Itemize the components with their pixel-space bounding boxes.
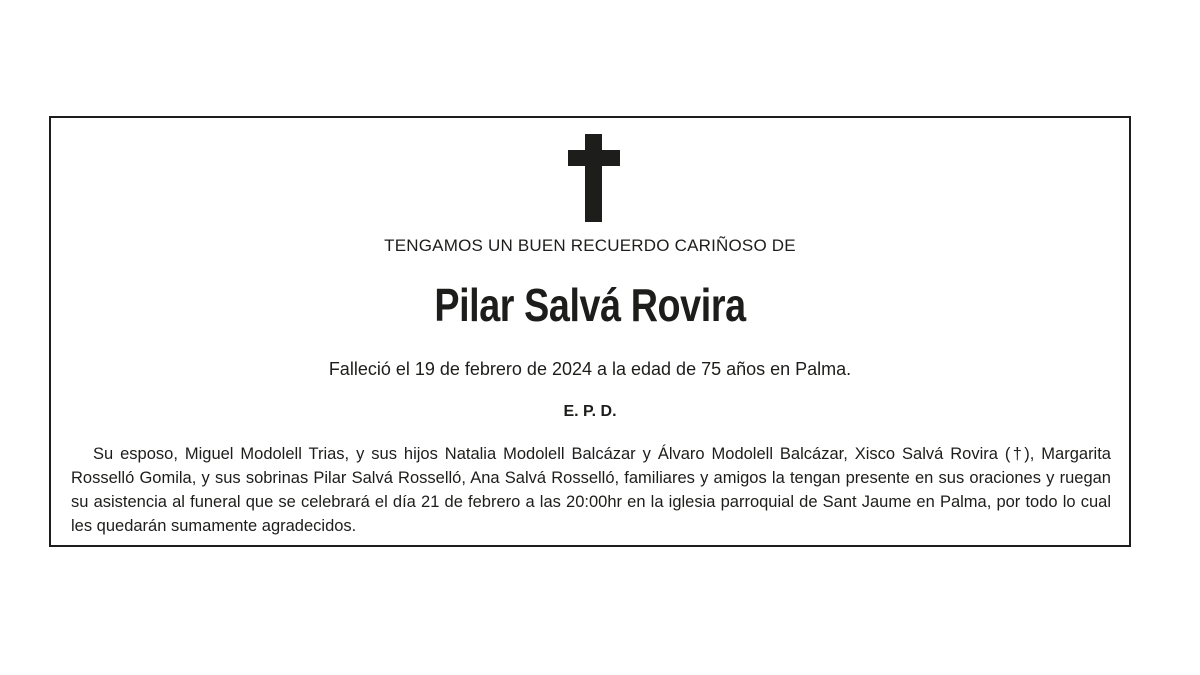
death-info: Falleció el 19 de febrero de 2024 a la edad de 75 años en Palma.: [328, 359, 852, 379]
intro-heading: TENGAMOS UN BUEN RECUERDO CARIÑOSO DE: [384, 236, 796, 255]
deceased-name: Pilar Salvá Rovira: [434, 279, 746, 331]
obituary-notice: [49, 116, 1131, 547]
epd-text: E. P. D.: [563, 403, 617, 420]
cross-vertical-bar: [585, 134, 602, 222]
family-message: Su esposo, Miguel Modolell Trias, y sus hijos Natalia Modolell Balcázar y Álvaro Modolell Balcázar, Xisco Salvá Rovira (†), Margarita Rosselló Gomila, y sus sobrinas Pilar Salvá Rosselló, Ana Salvá Rosselló, familiares y amigos la tengan presente en sus oraciones y ruegan su asistencia al funeral que se celebrará el día 21 de febrero a las 20:00hr en la iglesia parroquial de Sant Jaume en Palma, por todo lo cual les quedarán sumamente agradecidos.: [71, 445, 1111, 535]
cross-icon: [568, 134, 620, 222]
cross-horizontal-bar: [568, 150, 620, 166]
